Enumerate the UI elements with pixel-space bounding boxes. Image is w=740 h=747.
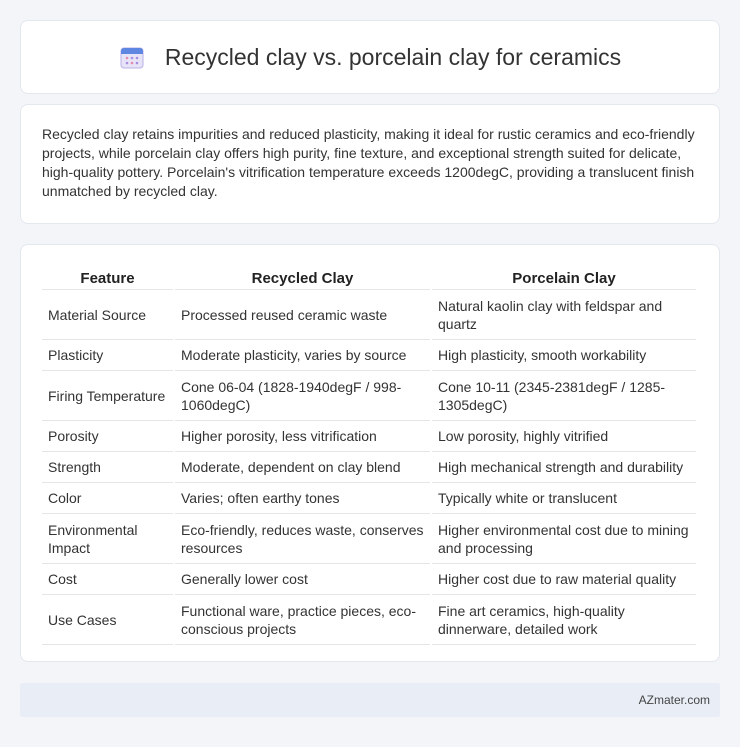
cell-feature: Porosity bbox=[42, 421, 173, 452]
cell-feature: Use Cases bbox=[42, 595, 173, 645]
cell-feature: Cost bbox=[42, 564, 173, 595]
cell-porcelain: Natural kaolin clay with feldspar and quartz bbox=[432, 290, 696, 340]
header-porcelain-clay: Porcelain Clay bbox=[432, 266, 696, 290]
footer bbox=[20, 683, 720, 717]
table-header-row bbox=[42, 266, 696, 290]
cell-recycled: Processed reused ceramic waste bbox=[175, 290, 430, 340]
cell-recycled: Generally lower cost bbox=[175, 564, 430, 595]
table-row bbox=[42, 421, 696, 452]
cell-recycled: Varies; often earthy tones bbox=[175, 483, 430, 514]
cell-recycled: Cone 06-04 (1828-1940degF / 998-1060degC) bbox=[175, 371, 430, 421]
footer-brand: AZmater.com bbox=[638, 693, 710, 707]
cell-feature: Firing Temperature bbox=[42, 371, 173, 421]
cell-feature: Color bbox=[42, 483, 173, 514]
comparison-table-card bbox=[20, 244, 720, 662]
cell-feature: Plasticity bbox=[42, 340, 173, 371]
summary-card bbox=[20, 104, 720, 224]
cell-porcelain: Fine art ceramics, high-quality dinnerware, detailed work bbox=[432, 595, 696, 645]
cell-porcelain: High plasticity, smooth workability bbox=[432, 340, 696, 371]
table-row bbox=[42, 514, 696, 564]
cell-recycled: Moderate, dependent on clay blend bbox=[175, 452, 430, 483]
table-row bbox=[42, 483, 696, 514]
header-feature: Feature bbox=[42, 266, 173, 290]
table-row bbox=[42, 595, 696, 645]
table-row bbox=[42, 290, 696, 340]
cell-porcelain: High mechanical strength and durability bbox=[432, 452, 696, 483]
cell-feature: Strength bbox=[42, 452, 173, 483]
table-row bbox=[42, 371, 696, 421]
cell-recycled: Functional ware, practice pieces, eco-conscious projects bbox=[175, 595, 430, 645]
table-row bbox=[42, 564, 696, 595]
cell-recycled: Eco-friendly, reduces waste, conserves resources bbox=[175, 514, 430, 564]
cell-porcelain: Typically white or translucent bbox=[432, 483, 696, 514]
table-row bbox=[42, 452, 696, 483]
cell-porcelain: Higher environmental cost due to mining and processing bbox=[432, 514, 696, 564]
cell-feature: Material Source bbox=[42, 290, 173, 340]
title-card bbox=[20, 20, 720, 94]
calendar-icon bbox=[119, 44, 145, 70]
cell-feature: Environmental Impact bbox=[42, 514, 173, 564]
comparison-table bbox=[40, 266, 698, 645]
cell-recycled: Moderate plasticity, varies by source bbox=[175, 340, 430, 371]
cell-porcelain: Cone 10-11 (2345-2381degF / 1285-1305degC) bbox=[432, 371, 696, 421]
cell-porcelain: Higher cost due to raw material quality bbox=[432, 564, 696, 595]
header-recycled-clay: Recycled Clay bbox=[175, 266, 430, 290]
cell-recycled: Higher porosity, less vitrification bbox=[175, 421, 430, 452]
page-title: Recycled clay vs. porcelain clay for ceramics bbox=[164, 43, 622, 70]
cell-porcelain: Low porosity, highly vitrified bbox=[432, 421, 696, 452]
table-row bbox=[42, 340, 696, 371]
summary-text: Recycled clay retains impurities and reduced plasticity, making it ideal for rustic ceramics and eco-friendly projects, while porcelain clay offers high purity, fine texture, and exceptional strength suited for delicate, high-quality pottery. Porcelain's vitrification temperature exceeds 1200degC, providing a translucent finish unmatched by recycled clay. bbox=[42, 126, 695, 199]
